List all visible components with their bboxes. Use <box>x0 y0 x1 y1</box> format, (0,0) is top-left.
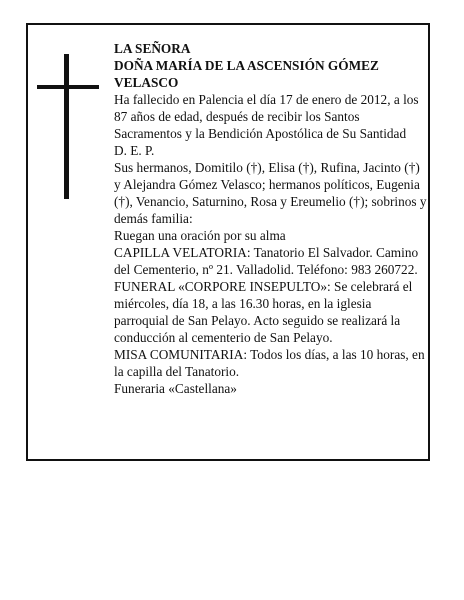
cross-icon <box>37 54 99 199</box>
chapel-info: CAPILLA VELATORIA: Tanatorio El Salvador. Camino del Cementerio, nº 21. Valladolid. Teléfono: 983 260722. <box>114 245 419 277</box>
obituary-text <box>114 40 428 397</box>
prayer-request: Ruegan una oración por su alma <box>114 228 286 243</box>
death-announcement: Ha fallecido en Palencia el día 17 de enero de 2012, a los 87 años de edad, después de recibir los Santos Sacramentos y la Bendición Apostólica de Su Santidad <box>114 92 419 141</box>
dep-line: D. E. P. <box>114 143 155 158</box>
cross-horizontal-bar <box>37 85 99 89</box>
mass-info: MISA COMUNITARIA: Todos los días, a las 10 horas, en la capilla del Tanatorio. <box>114 347 425 379</box>
funeral-info: FUNERAL «CORPORE INSEPULTO»: Se celebrará el miércoles, día 18, a las 16.30 horas, en la iglesia parroquial de San Pelayo. Acto seguido se realizará la conducción al cementerio de San Pelayo. <box>114 279 413 345</box>
deceased-title: LA SEÑORA <box>114 41 191 56</box>
cross-vertical-bar <box>64 54 69 199</box>
deceased-name: DOÑA MARÍA DE LA ASCENSIÓN GÓMEZ VELASCO <box>114 58 379 90</box>
family-list: Sus hermanos, Domitilo (†), Elisa (†), Rufina, Jacinto (†) y Alejandra Gómez Velasco; hermanos políticos, Eugenia (†), Venancio, Saturnino, Rosa y Ereumelio (†); sobrinos y demás familia: <box>114 160 427 226</box>
funeral-home: Funeraria «Castellana» <box>114 381 237 396</box>
